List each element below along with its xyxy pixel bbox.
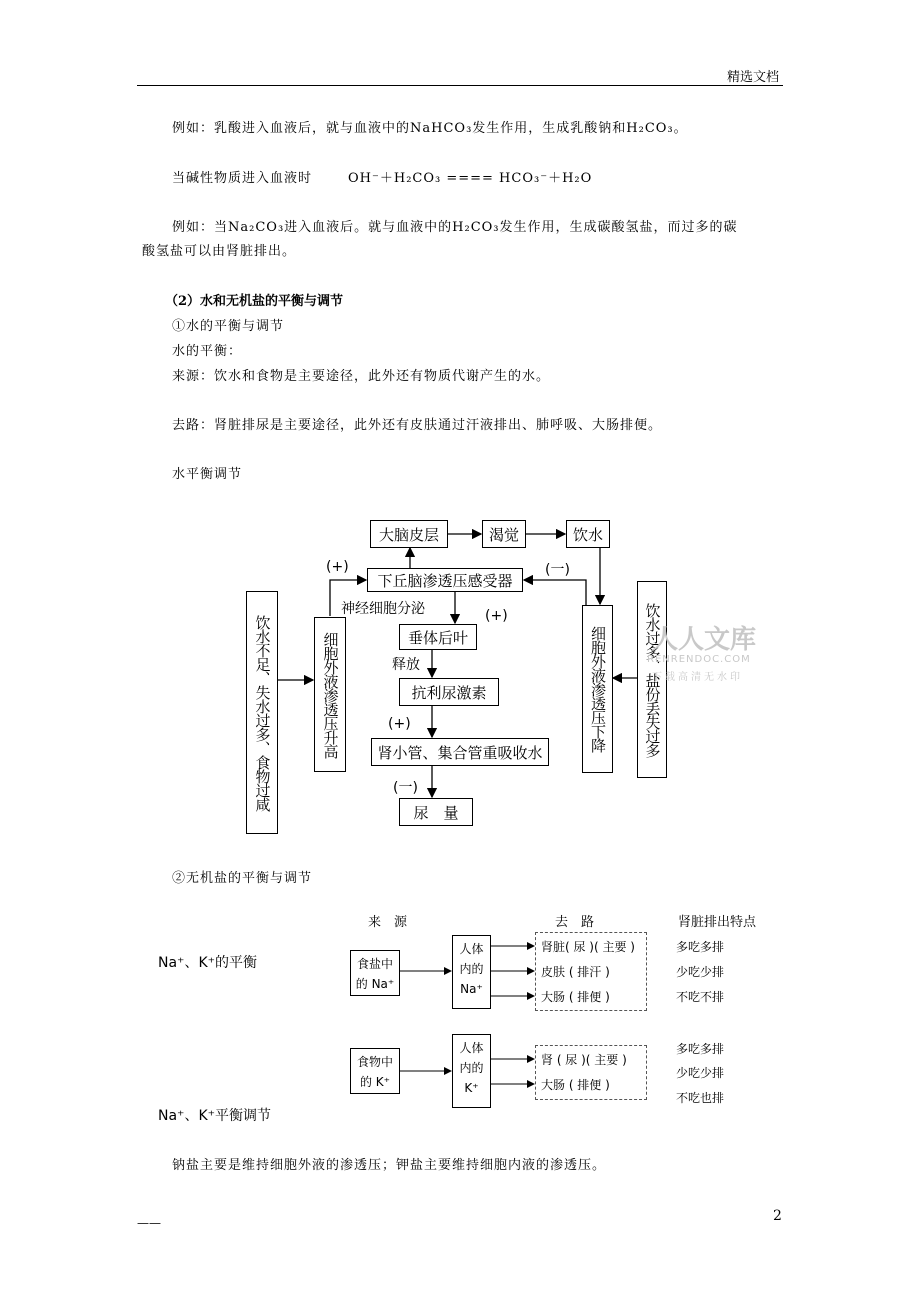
subsection-water: ①水的平衡与调节 [172,319,285,334]
col-feature-header: 肾脏排出特点 [678,915,757,930]
watermark-title: 人人文库 [652,625,757,655]
na-body-box [452,935,491,1009]
k-source-line1: 食物中 [356,1055,393,1069]
pituitary-box: 垂体后叶 [399,624,477,650]
conclusion-paragraph: 钠盐主要是维持细胞外液的渗透压；钾盐主要维持细胞内液的渗透压。 [172,1158,607,1173]
section-title: （2）水和无机盐的平衡与调节 [165,294,344,309]
na-source-line2: 的 Na⁺ [355,977,395,991]
k-body-line3: K⁺ [464,1081,479,1095]
paragraph-lactic: 例如：乳酸进入血液后，就与血液中的NaHCO₃发生作用，生成乳酸钠和H₂CO₃。 [172,121,688,136]
col-route-header: 去 路 [555,915,595,930]
k-source-box [350,1048,400,1094]
osmo-down-box: 细胞外液渗透压下降 [582,605,613,773]
na-route-kidney: 肾脏( 尿 )( 主要 ) [541,940,635,954]
minus-label-top: (一) [545,562,570,578]
na-feature-3: 不吃不排 [676,990,725,1004]
right-cause-box: 饮水过多、盐份丢失过多 [637,581,667,778]
cortex-box: 大脑皮层 [370,520,448,548]
urine-box: 尿 量 [399,798,473,826]
tubule-box: 肾小管、集合管重吸收水 [371,738,549,766]
plus-label-low: (+) [388,716,411,732]
na-body-line1: 人体 [459,942,484,956]
k-body-line1: 人体 [459,1041,484,1055]
footer-dash: —— [137,1216,161,1230]
k-feature-1: 多吃多排 [676,1042,725,1056]
plus-label-mid: (+) [485,608,508,624]
na-feature-1: 多吃多排 [676,940,725,954]
water-balance-label: 水的平衡： [172,344,243,359]
left-cause-box: 饮水不足、失水过多、食物过咸 [246,591,278,834]
watermark-note: 下载高清无水印 [652,672,743,683]
k-source-line2: 的 K⁺ [359,1075,391,1089]
paragraph-alkaline-equation: OH⁻＋H₂CO₃ ==== HCO₃⁻＋H₂O [348,171,593,186]
paragraph-alkaline-label: 当碱性物质进入血液时 [172,171,313,186]
na-body-line3: Na⁺ [460,982,483,996]
na-source-box [350,950,400,996]
k-feature-3: 不吃也排 [676,1091,725,1105]
header-title: 精选文档 [727,70,780,85]
col-source-header: 来 源 [368,915,408,930]
thirst-box: 渴觉 [482,520,526,548]
hypothalamus-box: 下丘脑渗透压感受器 [367,568,523,592]
water-source: 来源：饮水和食物是主要途径，此外还有物质代谢产生的水。 [172,369,551,384]
na-route-colon: 大肠 ( 排便 ) [541,990,610,1004]
drink-box: 饮水 [566,520,610,548]
k-body-box [452,1034,491,1108]
paragraph-na2co3-line1: 例如：当Na₂CO₃进入血液后。就与血液中的H₂CO₃发生作用，生成碳酸氢盐，而过多的碳 [172,220,738,235]
plus-label-top: (+) [326,559,349,575]
release-label: 释放 [392,657,420,673]
adh-box: 抗利尿激素 [399,678,499,706]
k-body-line2: 内的 [459,1061,484,1075]
na-feature-2: 少吃少排 [676,965,725,979]
na-balance-title: Na⁺、K⁺的平衡 [158,955,258,971]
minus-label-low: (一) [393,780,418,796]
paragraph-na2co3-line2: 酸氢盐可以由肾脏排出。 [142,244,297,259]
page-number: 2 [773,1208,782,1224]
water-route: 去路：肾脏排尿是主要途径，此外还有皮肤通过汗液排出、肺呼吸、大肠排便。 [172,418,663,433]
na-route-skin: 皮肤 ( 排汗 ) [541,965,610,979]
k-route-kidney: 肾 ( 尿 )( 主要 ) [541,1053,627,1067]
water-regulation-label: 水平衡调节 [172,467,243,482]
watermark-url: RENRENDOC.COM [647,654,751,665]
subsection-salt: ②无机盐的平衡与调节 [172,871,313,886]
k-route-colon: 大肠 ( 排便 ) [541,1078,610,1092]
osmo-up-box: 细胞外液渗透压升高 [314,617,346,772]
k-feature-2: 少吃少排 [676,1066,725,1080]
na-body-line2: 内的 [459,962,484,976]
na-source-line1: 食盐中 [356,957,393,971]
neuro-label: 神经细胞分泌 [341,601,425,617]
k-balance-title: Na⁺、K⁺平衡调节 [158,1108,272,1124]
